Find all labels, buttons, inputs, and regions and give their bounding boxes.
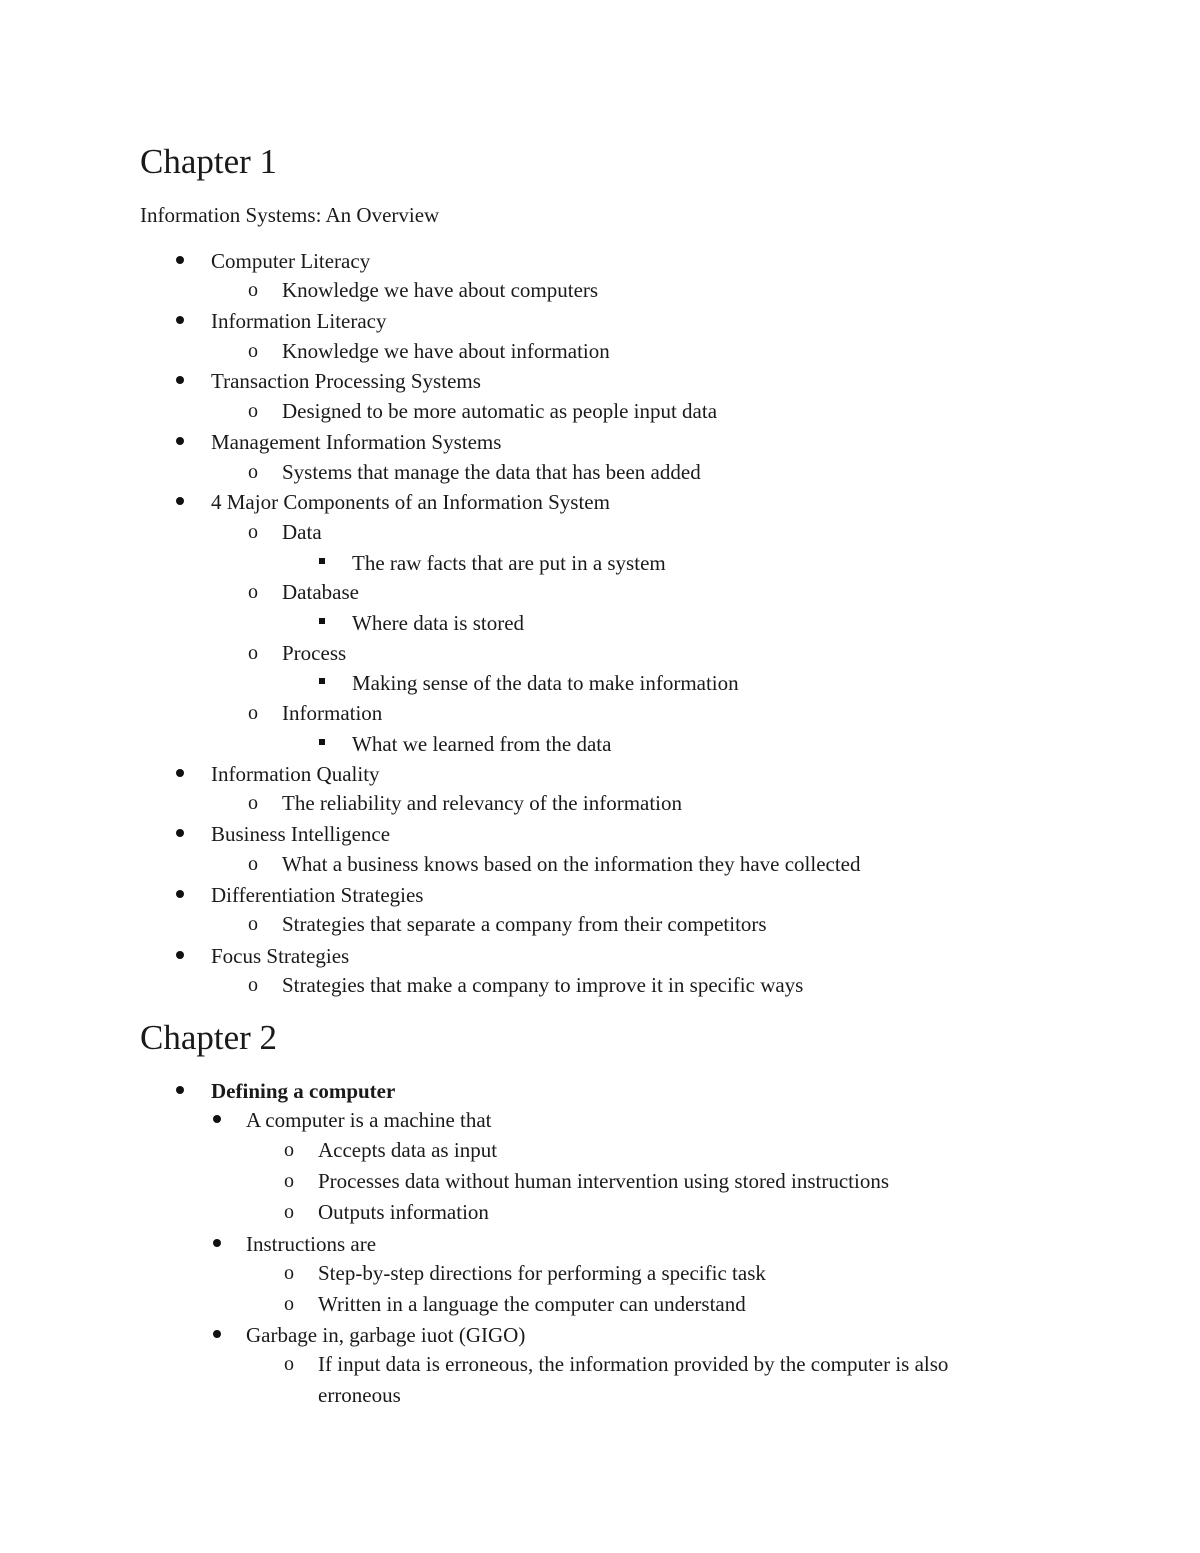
list-item-text: If input data is erroneous, the information provided by the computer is also bbox=[318, 1352, 949, 1376]
list-item-text: Garbage in, garbage iuot (GIGO) bbox=[246, 1323, 526, 1347]
circle-bullet-icon: o bbox=[248, 400, 258, 422]
circle-bullet-icon: o bbox=[248, 792, 258, 814]
list-item-text: Transaction Processing Systems bbox=[211, 369, 481, 393]
list-item-text: Processes data without human intervention using stored instructions bbox=[318, 1169, 889, 1193]
list-item-text: Information Quality bbox=[211, 762, 380, 786]
list-item-text: Information bbox=[282, 701, 383, 725]
chapter-1-subtitle: Information Systems: An Overview bbox=[140, 203, 440, 227]
circle-bullet-icon: o bbox=[284, 1353, 294, 1375]
circle-bullet-icon: o bbox=[248, 853, 258, 875]
list-item-text: The reliability and relevancy of the information bbox=[282, 791, 683, 815]
list-item-text: Focus Strategies bbox=[211, 944, 350, 968]
circle-bullet-icon: o bbox=[248, 581, 258, 603]
circle-bullet-icon: o bbox=[248, 340, 258, 362]
list-item-text: Management Information Systems bbox=[211, 430, 502, 454]
list-item-text: Systems that manage the data that has been added bbox=[282, 460, 701, 484]
circle-bullet-icon: o bbox=[284, 1262, 294, 1284]
circle-bullet-icon: o bbox=[248, 521, 258, 543]
list-item-text: Process bbox=[282, 641, 347, 665]
circle-bullet-icon: o bbox=[248, 279, 258, 301]
list-item-text: Strategies that separate a company from their competitors bbox=[282, 912, 767, 936]
list-item-text: Outputs information bbox=[318, 1200, 489, 1224]
list-item-text: Defining a computer bbox=[211, 1079, 396, 1103]
circle-bullet-icon: o bbox=[284, 1170, 294, 1192]
list-item-text: Written in a language the computer can understand bbox=[318, 1292, 746, 1316]
list-item-text: Differentiation Strategies bbox=[211, 883, 424, 907]
list-item-text: erroneous bbox=[318, 1383, 401, 1407]
list-item-text: Knowledge we have about computers bbox=[282, 278, 599, 302]
list-item-text: 4 Major Components of an Information System bbox=[211, 490, 610, 514]
chapter-2-title: Chapter 2 bbox=[140, 1018, 278, 1057]
circle-bullet-icon: o bbox=[284, 1139, 294, 1161]
list-item-text: Accepts data as input bbox=[318, 1138, 498, 1162]
list-item-text: Making sense of the data to make information bbox=[352, 671, 739, 695]
list-item-text: Step-by-step directions for performing a specific task bbox=[318, 1261, 766, 1285]
list-item-text: Strategies that make a company to improve it in specific ways bbox=[282, 973, 804, 997]
list-item-text: Designed to be more automatic as people input data bbox=[282, 399, 718, 423]
list-item-text: What we learned from the data bbox=[352, 732, 612, 756]
list-item-text: Where data is stored bbox=[352, 611, 525, 635]
list-item-text: A computer is a machine that bbox=[246, 1108, 492, 1132]
circle-bullet-icon: o bbox=[248, 913, 258, 935]
circle-bullet-icon: o bbox=[248, 702, 258, 724]
list-item-text: Computer Literacy bbox=[211, 249, 371, 273]
list-item-text: Information Literacy bbox=[211, 309, 387, 333]
list-item-text: Instructions are bbox=[246, 1232, 377, 1256]
list-item-text: Data bbox=[282, 520, 322, 544]
circle-bullet-icon: o bbox=[248, 642, 258, 664]
circle-bullet-icon: o bbox=[284, 1201, 294, 1223]
circle-bullet-icon: o bbox=[248, 974, 258, 996]
list-item-text: What a business knows based on the information they have collected bbox=[282, 852, 861, 876]
list-item-text: Database bbox=[282, 580, 359, 604]
circle-bullet-icon: o bbox=[284, 1293, 294, 1315]
list-item-text: Knowledge we have about information bbox=[282, 339, 610, 363]
list-item-text: The raw facts that are put in a system bbox=[352, 551, 666, 575]
list-item-text: Business Intelligence bbox=[211, 822, 391, 846]
circle-bullet-icon: o bbox=[248, 461, 258, 483]
chapter-1-title: Chapter 1 bbox=[140, 142, 278, 181]
